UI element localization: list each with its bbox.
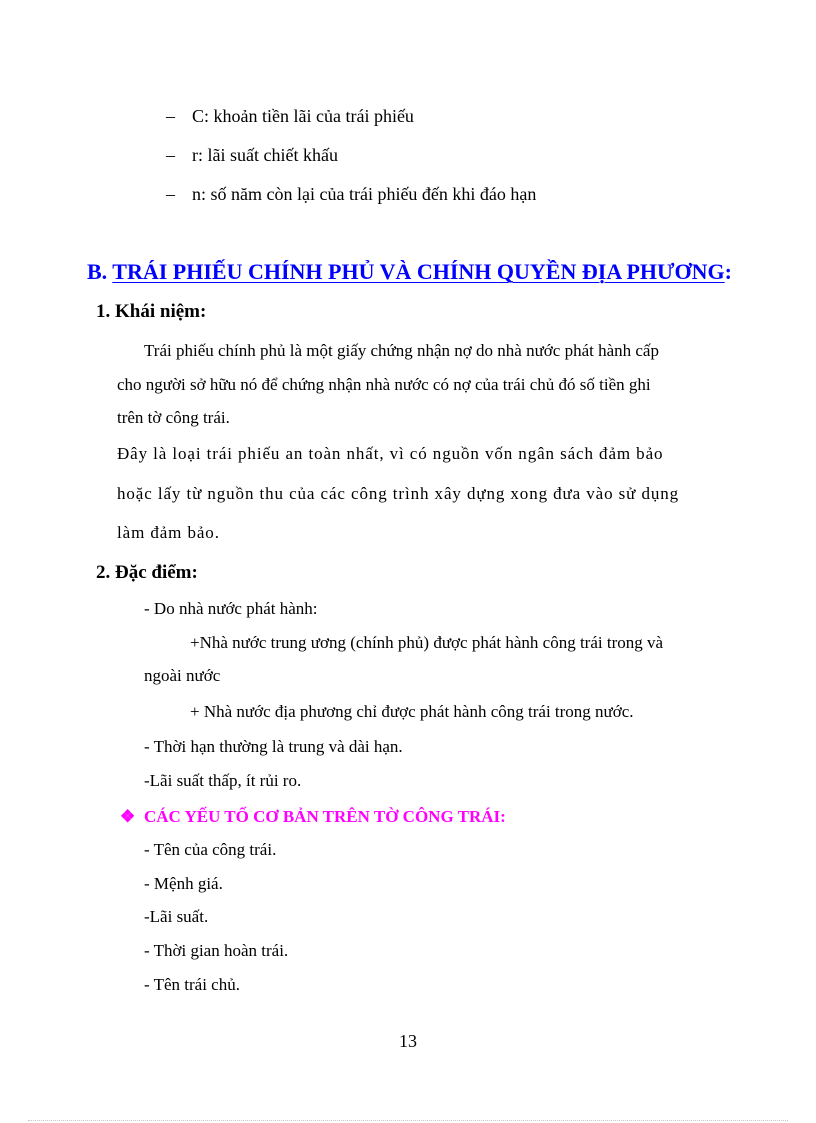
definition-text: C: khoản tiền lãi của trái phiếu	[192, 106, 414, 126]
khai-niem-heading: 1. Khái niệm:	[96, 301, 207, 322]
feature-line: + Nhà nước địa phương chỉ được phát hành công trái trong nước.	[190, 702, 634, 721]
list-item: - Thời gian hoàn trái.	[144, 941, 289, 960]
section-b-prefix: B.	[87, 259, 108, 284]
feature-line: - Thời hạn thường là trung và dài hạn.	[144, 737, 403, 756]
list-dash: –	[166, 106, 175, 126]
definition-item	[166, 183, 536, 205]
section-b-heading	[87, 258, 732, 286]
paragraph-line: Trái phiếu chính phủ là một giấy chứng nhận nợ do nhà nước phát hành cấp	[144, 341, 659, 360]
list-dash: –	[166, 184, 175, 204]
list-item: -Lãi suất.	[144, 907, 209, 926]
feature-line: ngoài nước	[144, 666, 221, 685]
dac-diem-heading: 2. Đặc điểm:	[96, 562, 198, 583]
list-item: - Mệnh giá.	[144, 874, 223, 893]
page-number: 13	[399, 1031, 417, 1051]
definition-text: n: số năm còn lại của trái phiếu đến khi đáo hạn	[192, 184, 537, 204]
diamond-bullet-icon: ❖	[120, 807, 136, 826]
list-item: - Tên trái chủ.	[144, 975, 240, 994]
footer-divider	[28, 1120, 788, 1121]
paragraph-line: hoặc lấy từ nguồn thu của các công trình xây dựng xong đưa vào sử dụng	[117, 484, 680, 503]
list-dash: –	[166, 145, 175, 165]
paragraph-line: làm đảm bảo.	[117, 523, 220, 542]
section-b-title: TRÁI PHIẾU CHÍNH PHỦ VÀ CHÍNH QUYỀN ĐỊA PHƯƠNG	[112, 259, 725, 284]
yeu-to-heading	[120, 806, 506, 828]
paragraph-line: cho người sở hữu nó để chứng nhận nhà nước có nợ của trái chủ đó số tiền ghi	[117, 375, 651, 394]
list-item: - Tên của công trái.	[144, 840, 277, 859]
definition-item	[166, 144, 338, 166]
paragraph-line: trên tờ công trái.	[117, 408, 230, 427]
section-b-colon: :	[724, 259, 732, 284]
definition-text: r: lãi suất chiết khấu	[192, 145, 338, 165]
feature-line: -Lãi suất thấp, ít rủi ro.	[144, 771, 302, 790]
definition-item	[166, 105, 414, 127]
feature-line: +Nhà nước trung ương (chính phủ) được phát hành công trái trong và	[190, 633, 664, 652]
paragraph-line: Đây là loại trái phiếu an toàn nhất, vì có nguồn vốn ngân sách đảm bảo	[117, 444, 664, 463]
yeu-to-title: CÁC YẾU TỐ CƠ BẢN TRÊN TỜ CÔNG TRÁI:	[144, 807, 506, 826]
feature-line: - Do nhà nước phát hành:	[144, 599, 318, 618]
